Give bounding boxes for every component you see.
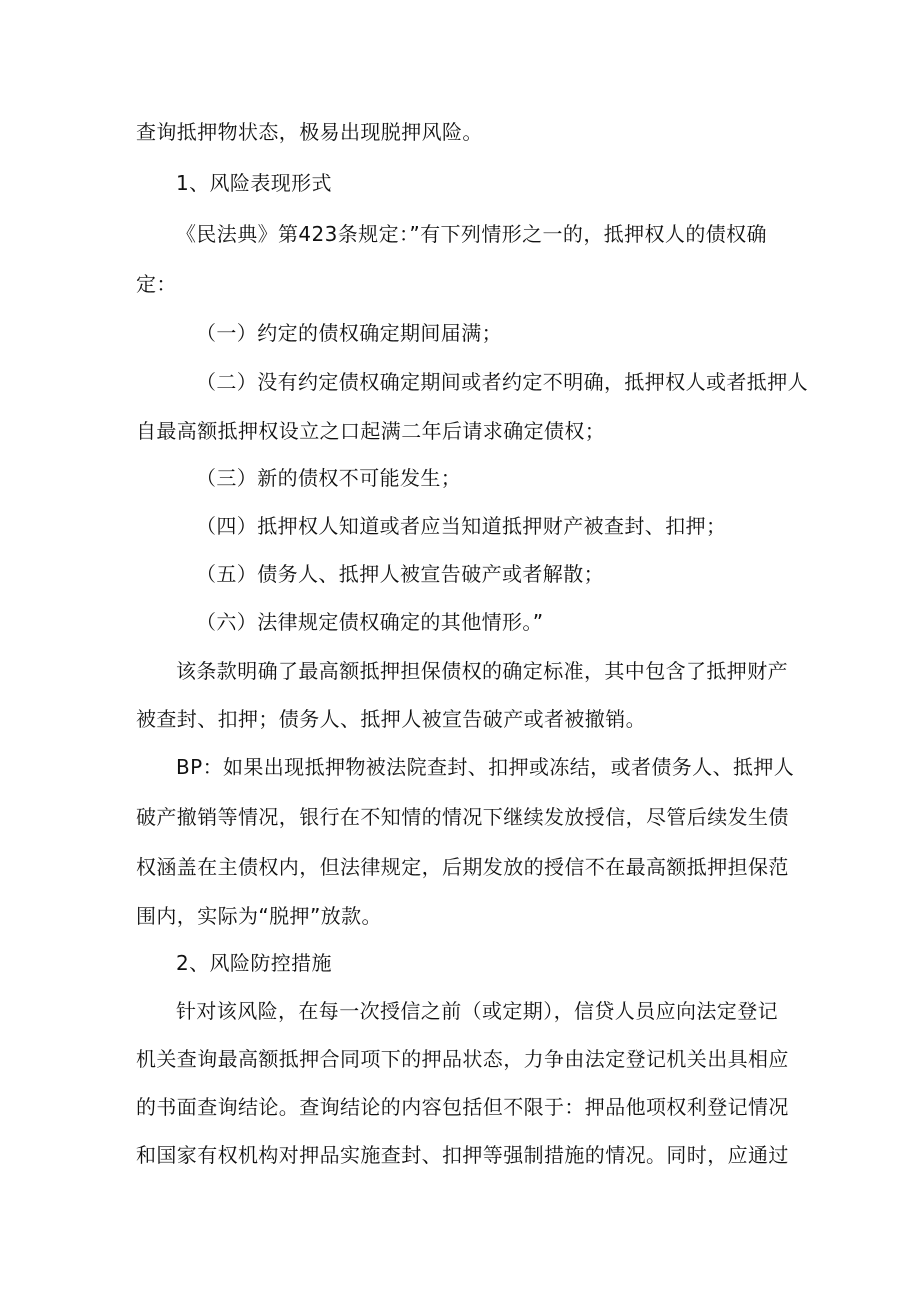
text-line-21: 的书面查询结论。查询结论的内容包括但不限于：押品他项权利登记情况 bbox=[136, 1095, 789, 1119]
text-line-3: 《民法典》第423条规定：”有下列情形之一的，抵押权人的债权确 bbox=[176, 222, 767, 246]
text-line-4: 定： bbox=[136, 272, 177, 296]
text-line-19: 针对该风险，在每一次授信之前（或定期），信贷人员应向法定登记 bbox=[176, 999, 778, 1023]
text-line-12: 该条款明确了最高额抵押担保债权的确定标准，其中包含了抵押财产 bbox=[176, 659, 788, 683]
clause-item-2-cont: 自最高额抵押权设立之口起满二年后请求确定债权； bbox=[136, 419, 606, 443]
clause-item-3: （三）新的债权不可能发生； bbox=[196, 466, 462, 490]
clause-item-6: （六）法律规定债权确定的其他情形。” bbox=[196, 610, 544, 634]
section-heading-1: 1、风险表现形式 bbox=[176, 171, 332, 195]
text-line-14: BP：如果出现抵押物被法院查封、扣押或冻结，或者债务人、抵押人 bbox=[176, 755, 795, 779]
text-line-22: 和国家有权机构对押品实施查封、扣押等强制措施的情况。同时，应通过 bbox=[136, 1143, 789, 1167]
text-line-20: 机关查询最高额抵押合同项下的押品状态，力争由法定登记机关出具相应 bbox=[136, 1047, 789, 1071]
text-line-16: 权涵盖在主债权内，但法律规定，后期发放的授信不在最高额抵押担保范 bbox=[136, 855, 789, 879]
text-line-1: 查询抵押物状态，极易出现脱押风险。 bbox=[136, 120, 483, 144]
clause-item-5: （五）债务人、抵押人被宣告破产或者解散； bbox=[196, 562, 604, 586]
text-line-17: 围内，实际为“脱押”放款。 bbox=[136, 904, 382, 928]
section-heading-2: 2、风险防控措施 bbox=[176, 951, 332, 975]
clause-item-4: （四）抵押权人知道或者应当知道抵押财产被查封、扣押； bbox=[196, 514, 727, 538]
text-line-13: 被查封、扣押；债务人、抵押人被宣告破产或者被撤销。 bbox=[136, 707, 646, 731]
clause-item-2: （二）没有约定债权确定期间或者约定不明确，抵押权人或者抵押人 bbox=[196, 370, 808, 394]
text-line-15: 破产撤销等情况，银行在不知情的情况下继续发放授信，尽管后续发生债 bbox=[136, 805, 789, 829]
clause-item-1: （一）约定的债权确定期间届满； bbox=[196, 321, 502, 345]
